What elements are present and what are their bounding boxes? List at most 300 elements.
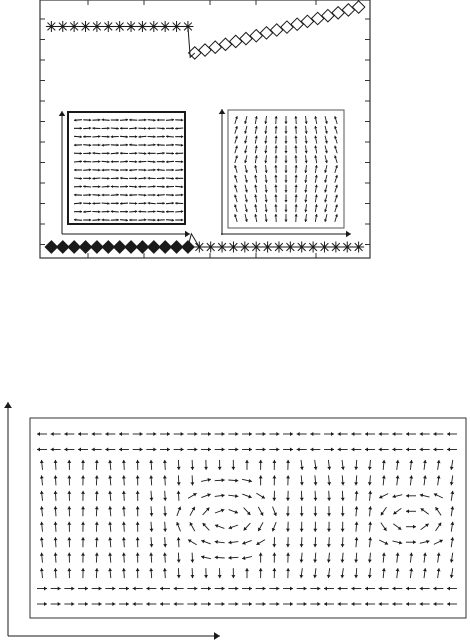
flow-arrow bbox=[150, 506, 154, 516]
flow-arrow bbox=[54, 537, 58, 547]
data-point bbox=[311, 12, 323, 24]
flow-arrow bbox=[338, 432, 348, 436]
data-point bbox=[102, 241, 114, 253]
flow-arrow bbox=[81, 460, 85, 470]
series-2 bbox=[45, 241, 194, 253]
flow-arrow bbox=[420, 432, 430, 436]
flow-arrow bbox=[382, 568, 386, 578]
flow-arrow bbox=[434, 540, 443, 545]
flow-arrow bbox=[324, 602, 334, 606]
flow-arrow bbox=[392, 587, 402, 591]
flow-arrow bbox=[150, 522, 154, 532]
flow-arrow bbox=[228, 540, 238, 544]
flow-arrow bbox=[327, 460, 331, 470]
flow-arrow bbox=[122, 537, 126, 547]
vector-field-arrows bbox=[37, 432, 457, 606]
inset-left-y-axis bbox=[59, 111, 66, 229]
flow-arrow bbox=[146, 432, 156, 436]
flow-arrow bbox=[286, 506, 290, 516]
flow-arrow bbox=[218, 568, 222, 578]
data-point bbox=[68, 241, 80, 253]
flow-arrow bbox=[379, 540, 388, 545]
flow-arrow bbox=[177, 568, 181, 578]
flow-arrow bbox=[310, 448, 320, 452]
flow-arrow bbox=[437, 553, 441, 563]
flow-arrow bbox=[136, 568, 140, 578]
flow-arrow bbox=[341, 537, 345, 547]
flow-arrow bbox=[95, 460, 99, 470]
flow-arrow bbox=[40, 460, 44, 470]
flow-arrow bbox=[300, 475, 304, 485]
flow-arrow bbox=[450, 475, 454, 485]
flow-arrow bbox=[381, 507, 387, 515]
flow-arrow bbox=[450, 506, 454, 516]
flow-arrow bbox=[256, 602, 266, 606]
flow-arrow bbox=[229, 510, 238, 514]
flow-arrow bbox=[108, 568, 112, 578]
data-point bbox=[148, 21, 159, 32]
flow-arrow bbox=[190, 522, 195, 531]
flow-arrow bbox=[78, 448, 88, 452]
flow-arrow bbox=[228, 448, 238, 452]
flow-arrow bbox=[258, 522, 263, 531]
flow-arrow bbox=[433, 602, 443, 606]
flow-arrow bbox=[215, 494, 225, 498]
flow-arrow bbox=[300, 460, 304, 470]
flow-arrow bbox=[190, 460, 194, 470]
flow-arrow bbox=[341, 506, 345, 516]
flow-arrow bbox=[351, 602, 361, 606]
flow-arrow bbox=[177, 460, 181, 470]
flow-arrow bbox=[420, 540, 430, 544]
flow-arrow bbox=[396, 553, 400, 563]
flow-arrow bbox=[78, 432, 88, 436]
data-point bbox=[291, 18, 303, 30]
flow-arrow bbox=[382, 475, 386, 485]
flow-arrow bbox=[122, 491, 126, 501]
flow-arrow bbox=[95, 522, 99, 532]
flow-arrow bbox=[51, 602, 61, 606]
flow-arrow bbox=[341, 460, 345, 470]
flow-arrow bbox=[286, 537, 290, 547]
flow-arrow bbox=[379, 602, 389, 606]
flow-arrow bbox=[272, 491, 276, 501]
flow-arrow bbox=[108, 537, 112, 547]
flow-arrow bbox=[406, 587, 416, 591]
flow-arrow bbox=[242, 448, 252, 452]
flow-arrow bbox=[450, 537, 454, 547]
flow-arrow bbox=[119, 587, 129, 591]
flow-arrow bbox=[245, 568, 249, 578]
data-point bbox=[57, 241, 69, 253]
data-point bbox=[171, 21, 182, 32]
flow-arrow bbox=[190, 553, 194, 563]
flow-arrow bbox=[286, 460, 290, 470]
data-point bbox=[80, 21, 91, 32]
flow-arrow bbox=[272, 460, 276, 470]
flow-arrow bbox=[297, 448, 307, 452]
flow-arrow bbox=[160, 587, 170, 591]
flow-arrow bbox=[133, 602, 143, 606]
data-point bbox=[57, 21, 68, 32]
data-point bbox=[136, 241, 148, 253]
flow-arrow bbox=[201, 448, 211, 452]
flow-arrow bbox=[149, 568, 153, 578]
flow-arrow bbox=[310, 587, 320, 591]
flow-arrow bbox=[81, 491, 85, 501]
flow-arrow bbox=[354, 460, 358, 470]
flow-arrow bbox=[149, 475, 153, 485]
flow-arrow bbox=[272, 553, 276, 563]
flow-arrow bbox=[272, 522, 276, 531]
flow-arrow bbox=[368, 568, 372, 578]
flow-arrow bbox=[37, 587, 47, 591]
data-point bbox=[137, 21, 148, 32]
flow-arrow bbox=[393, 508, 401, 514]
flow-arrow bbox=[201, 478, 211, 482]
flow-arrow bbox=[256, 587, 266, 591]
flow-arrow bbox=[201, 555, 211, 559]
flow-arrow bbox=[92, 448, 102, 452]
data-point bbox=[160, 21, 171, 32]
data-point bbox=[209, 41, 221, 53]
flow-arrow bbox=[256, 448, 266, 452]
flow-arrow bbox=[313, 506, 317, 516]
flow-arrow bbox=[368, 506, 372, 516]
flow-arrow bbox=[286, 491, 290, 501]
flow-arrow bbox=[95, 475, 99, 485]
flow-arrow bbox=[354, 475, 358, 485]
flow-arrow bbox=[95, 506, 99, 516]
flow-arrow bbox=[341, 522, 345, 532]
flow-arrow bbox=[215, 448, 225, 452]
data-point bbox=[217, 241, 228, 252]
data-point bbox=[296, 241, 307, 252]
flow-arrow bbox=[133, 432, 143, 436]
data-point bbox=[46, 21, 57, 32]
flow-arrow bbox=[392, 494, 402, 498]
flow-arrow bbox=[313, 522, 317, 532]
flow-arrow bbox=[40, 475, 44, 485]
flow-arrow bbox=[409, 475, 413, 485]
flow-arrow bbox=[242, 602, 252, 606]
flow-arrow bbox=[163, 537, 167, 547]
series-3 bbox=[189, 1, 365, 59]
flow-arrow bbox=[64, 602, 74, 606]
flow-arrow bbox=[37, 602, 47, 606]
flow-arrow bbox=[447, 587, 457, 591]
flow-arrow bbox=[177, 475, 181, 485]
flow-arrow bbox=[105, 432, 115, 436]
flow-arrow bbox=[354, 568, 358, 578]
flow-arrow bbox=[259, 568, 263, 578]
flow-arrow bbox=[433, 587, 443, 591]
flow-arrow bbox=[54, 491, 58, 501]
flow-arrow bbox=[368, 522, 372, 532]
flow-arrow bbox=[327, 553, 331, 563]
flow-arrow bbox=[355, 522, 359, 532]
flow-arrow bbox=[300, 506, 304, 516]
flow-arrow bbox=[54, 553, 58, 563]
flow-arrow bbox=[242, 494, 251, 498]
flow-arrow bbox=[313, 537, 317, 547]
inset-right-x-axis bbox=[221, 231, 351, 238]
data-point bbox=[103, 21, 114, 32]
flow-arrow bbox=[423, 460, 427, 470]
flow-arrow bbox=[160, 432, 170, 436]
flow-arrow bbox=[313, 491, 317, 501]
flow-arrow bbox=[146, 587, 156, 591]
flow-arrow bbox=[256, 432, 266, 436]
flow-arrow bbox=[351, 448, 361, 452]
flow-arrow bbox=[201, 602, 211, 606]
flow-arrow bbox=[146, 448, 156, 452]
flow-arrow bbox=[392, 432, 402, 436]
flow-arrow bbox=[149, 553, 153, 563]
flow-arrow bbox=[160, 448, 170, 452]
flow-arrow bbox=[163, 491, 167, 501]
flow-arrow bbox=[283, 448, 293, 452]
flow-arrow bbox=[150, 491, 154, 501]
flow-arrow bbox=[190, 475, 194, 485]
flow-arrow bbox=[95, 537, 99, 547]
flow-arrow bbox=[122, 522, 126, 532]
flow-arrow bbox=[204, 568, 208, 578]
flow-arrow bbox=[229, 525, 238, 529]
flow-arrow bbox=[105, 587, 115, 591]
flow-arrow bbox=[310, 602, 320, 606]
flow-arrow bbox=[95, 568, 99, 578]
flow-arrow bbox=[272, 475, 276, 485]
flow-arrow bbox=[133, 448, 143, 452]
top-plot-connectors bbox=[188, 26, 199, 247]
flow-arrow bbox=[81, 537, 85, 547]
flow-arrow bbox=[421, 508, 429, 514]
flow-arrow bbox=[242, 432, 252, 436]
data-point bbox=[270, 24, 282, 36]
flow-arrow bbox=[136, 537, 140, 547]
flow-arrow bbox=[40, 491, 44, 501]
flow-arrow bbox=[286, 475, 290, 485]
flow-arrow bbox=[436, 507, 442, 515]
flow-arrow bbox=[341, 475, 345, 485]
flow-arrow bbox=[269, 432, 279, 436]
flow-arrow bbox=[420, 448, 430, 452]
flow-arrow bbox=[300, 522, 304, 532]
flow-arrow bbox=[67, 475, 71, 485]
flow-arrow bbox=[187, 448, 197, 452]
flow-arrow bbox=[423, 475, 427, 485]
flow-arrow bbox=[382, 553, 386, 563]
flow-arrow bbox=[434, 493, 443, 498]
flow-arrow bbox=[190, 568, 194, 578]
data-point bbox=[250, 30, 262, 42]
flow-arrow bbox=[379, 587, 389, 591]
data-point bbox=[228, 241, 239, 252]
flow-arrow bbox=[37, 448, 47, 452]
vector-field-x-axis bbox=[8, 632, 220, 640]
flow-arrow bbox=[203, 523, 210, 530]
flow-arrow bbox=[259, 460, 263, 470]
flow-arrow bbox=[119, 602, 129, 606]
flow-arrow bbox=[177, 491, 181, 501]
flow-arrow bbox=[314, 460, 318, 470]
data-point bbox=[91, 241, 103, 253]
flow-arrow bbox=[174, 432, 184, 436]
flow-arrow bbox=[174, 587, 184, 591]
series-4 bbox=[194, 241, 364, 252]
flow-arrow bbox=[146, 602, 156, 606]
flow-arrow bbox=[177, 537, 181, 547]
flow-arrow bbox=[324, 432, 334, 436]
data-point bbox=[332, 7, 344, 19]
flow-arrow bbox=[450, 491, 454, 501]
flow-arrow bbox=[228, 602, 238, 606]
flow-arrow bbox=[392, 448, 402, 452]
flow-arrow bbox=[231, 460, 235, 470]
flow-arrow bbox=[355, 491, 359, 501]
flow-arrow bbox=[40, 537, 44, 547]
flow-arrow bbox=[406, 540, 416, 544]
flow-arrow bbox=[259, 475, 263, 485]
flow-arrow bbox=[188, 539, 197, 544]
vector-field-panel bbox=[4, 402, 466, 640]
flow-arrow bbox=[51, 448, 61, 452]
data-point bbox=[219, 38, 231, 50]
flow-arrow bbox=[355, 537, 359, 547]
flow-arrow bbox=[351, 587, 361, 591]
flow-arrow bbox=[67, 568, 71, 578]
data-point bbox=[330, 241, 341, 252]
flow-arrow bbox=[433, 448, 443, 452]
data-point bbox=[319, 241, 330, 252]
flow-arrow bbox=[381, 523, 387, 531]
flow-arrow bbox=[300, 537, 304, 547]
flow-arrow bbox=[187, 602, 197, 606]
flow-arrow bbox=[215, 432, 225, 436]
flow-arrow bbox=[259, 553, 263, 563]
flow-arrow bbox=[272, 568, 276, 578]
data-point bbox=[114, 21, 125, 32]
data-point bbox=[45, 241, 57, 253]
flow-arrow bbox=[244, 523, 251, 530]
flow-arrow bbox=[340, 568, 344, 578]
flow-arrow bbox=[122, 475, 126, 485]
flow-arrow bbox=[437, 475, 441, 485]
flow-arrow bbox=[450, 553, 454, 563]
flow-arrow bbox=[64, 448, 74, 452]
flow-arrow bbox=[327, 475, 331, 485]
flow-arrow bbox=[409, 568, 413, 578]
flow-arrow bbox=[447, 432, 457, 436]
flow-arrow bbox=[201, 540, 210, 544]
flow-arrow bbox=[136, 475, 140, 485]
flow-arrow bbox=[54, 506, 58, 516]
flow-arrow bbox=[67, 553, 71, 563]
flow-arrow bbox=[108, 506, 112, 516]
flow-arrow bbox=[338, 587, 348, 591]
data-point bbox=[285, 241, 296, 252]
flow-arrow bbox=[396, 568, 400, 578]
flow-arrow bbox=[78, 602, 88, 606]
flow-arrow bbox=[420, 493, 430, 497]
flow-arrow bbox=[228, 494, 238, 498]
flow-arrow bbox=[228, 479, 238, 483]
flow-arrow bbox=[136, 491, 140, 501]
flow-arrow bbox=[204, 460, 208, 470]
inset-right-y-axis bbox=[219, 109, 226, 235]
flow-arrow bbox=[447, 448, 457, 452]
flow-arrow bbox=[54, 460, 58, 470]
flow-arrow bbox=[283, 602, 293, 606]
flow-arrow bbox=[67, 506, 71, 516]
flow-arrow bbox=[242, 587, 252, 591]
flow-arrow bbox=[67, 537, 71, 547]
flow-arrow bbox=[201, 432, 211, 436]
data-point bbox=[239, 241, 250, 252]
flow-arrow bbox=[324, 448, 334, 452]
flow-arrow bbox=[299, 568, 303, 578]
flow-arrow bbox=[310, 432, 320, 436]
data-point bbox=[69, 21, 80, 32]
flow-arrow bbox=[92, 432, 102, 436]
flow-arrow bbox=[215, 587, 225, 591]
flow-arrow bbox=[108, 522, 112, 532]
flow-arrow bbox=[286, 553, 290, 563]
flow-arrow bbox=[40, 506, 44, 516]
flow-arrow bbox=[341, 553, 345, 563]
flow-arrow bbox=[269, 587, 279, 591]
flow-arrow bbox=[119, 432, 129, 436]
flow-arrow bbox=[163, 475, 167, 485]
data-point bbox=[159, 241, 171, 253]
flow-arrow bbox=[187, 587, 197, 591]
flow-arrow bbox=[201, 493, 210, 497]
flow-arrow bbox=[242, 479, 252, 483]
flow-arrow bbox=[327, 506, 331, 516]
flow-arrow bbox=[324, 587, 334, 591]
flow-arrow bbox=[341, 491, 345, 501]
flow-arrow bbox=[327, 568, 331, 578]
flow-arrow bbox=[81, 522, 85, 532]
flow-arrow bbox=[54, 568, 58, 578]
flow-arrow bbox=[215, 509, 224, 513]
flow-arrow bbox=[314, 475, 318, 485]
flow-arrow bbox=[392, 541, 402, 545]
flow-arrow bbox=[433, 432, 443, 436]
flow-arrow bbox=[108, 491, 112, 501]
flow-arrow bbox=[54, 475, 58, 485]
flow-arrow bbox=[327, 537, 331, 547]
flow-arrow bbox=[40, 553, 44, 563]
flow-arrow bbox=[40, 568, 44, 578]
flow-arrow bbox=[365, 448, 375, 452]
data-point bbox=[205, 241, 216, 252]
flow-arrow bbox=[177, 507, 181, 516]
data-point bbox=[281, 21, 293, 33]
flow-arrow bbox=[396, 475, 400, 485]
flow-arrow bbox=[201, 587, 211, 591]
flow-arrow bbox=[203, 508, 210, 515]
data-point bbox=[342, 4, 354, 16]
flow-arrow bbox=[122, 568, 126, 578]
flow-arrow bbox=[327, 491, 331, 501]
flow-arrow bbox=[163, 460, 167, 470]
flow-arrow bbox=[215, 540, 225, 544]
flow-arrow bbox=[313, 553, 317, 563]
flow-arrow bbox=[92, 587, 102, 591]
flow-arrow bbox=[228, 556, 238, 560]
